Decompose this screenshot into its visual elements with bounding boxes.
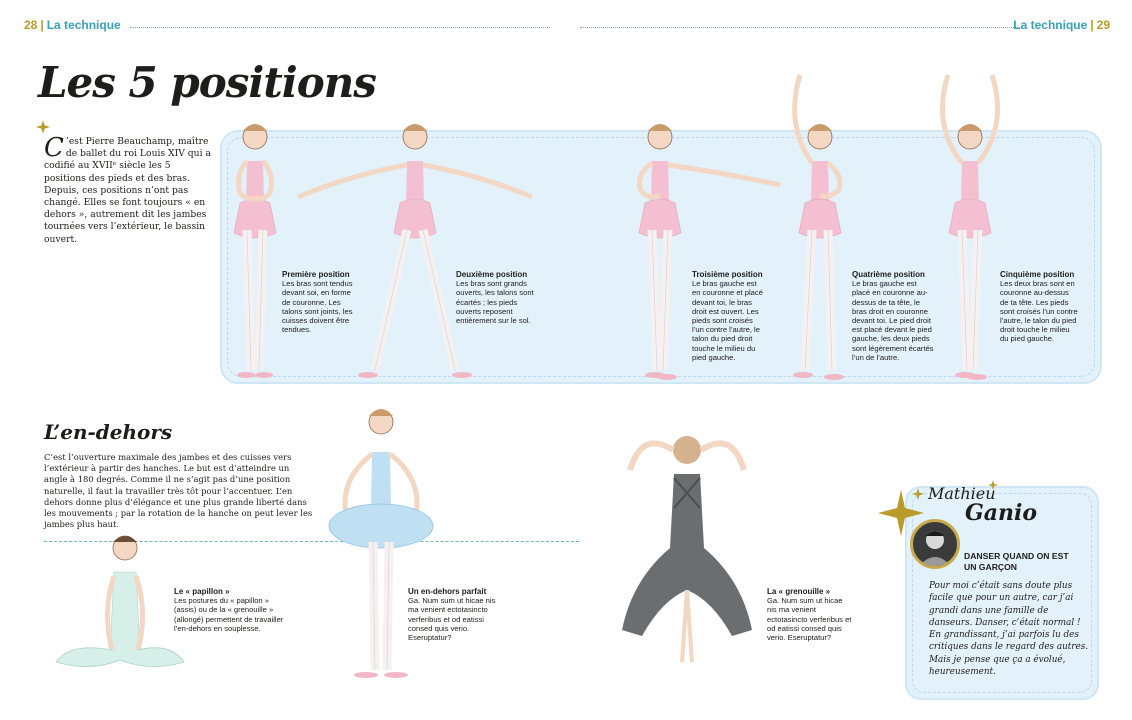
page-number-left: 28 bbox=[24, 18, 38, 32]
section-name-right: La technique bbox=[1013, 18, 1088, 32]
page-title: Les 5 positions bbox=[38, 58, 376, 107]
position-title: Quatrième position bbox=[852, 270, 925, 279]
caption-text: Ga. Num sum ut hicae nis ma venient ectotasincto verferibus et od eatissi consed quis verio. Eseruptatur? bbox=[408, 596, 496, 643]
mathieu-last-name: Ganio bbox=[965, 500, 1038, 526]
dancer-frog-illustration bbox=[612, 430, 762, 680]
dotted-rule-right bbox=[580, 27, 1020, 28]
caption-title: La « grenouille » bbox=[767, 587, 831, 596]
avatar bbox=[910, 519, 960, 569]
caption-title: Le « papillon » bbox=[174, 587, 230, 596]
caption-papillon bbox=[174, 587, 284, 633]
position-title: Première position bbox=[282, 270, 350, 279]
position-text: Le bras gauche est placé en couronne au-dessus de ta tête, le bras droit en couronne devant toi. Le pied droit est placé devant le pied gauche, les deux pieds sont légèrement écartés l’un de l’autre. bbox=[852, 279, 934, 362]
sparkle-icon bbox=[36, 120, 50, 134]
portrait-icon bbox=[913, 522, 957, 566]
position-label-first bbox=[282, 270, 354, 334]
dancer-second-position-illustration bbox=[290, 115, 540, 385]
section-title-endehors: L’en-dehors bbox=[44, 420, 173, 444]
intro-text: ’est Pierre Beauchamp, maître de ballet du roi Louis XIV qui a codifié au XVIIᵉ siècle les 5 positions des pieds et des bras. Depuis, ces positions n’ont pas changé. Elles se font toujours « en dehors », autrement dit les jambes tournées vers l’extérieur, le bassin ouvert. bbox=[44, 136, 211, 245]
running-head-right bbox=[1013, 18, 1110, 32]
running-head-left bbox=[24, 18, 121, 32]
caption-text: Les postures du « papillon » (assis) ou de la « grenouille » (allongé) permettent de travailler l’en-dehors en souplesse. bbox=[174, 596, 284, 633]
position-title: Cinquième position bbox=[1000, 270, 1075, 279]
sparkle-icon bbox=[912, 488, 924, 500]
position-text: Les deux bras sont en couronne au-dessus de ta tête. Les pieds sont croisés l’un contre l’autre, le talon du pied droit touche le milieu du pied gauche. bbox=[1000, 279, 1078, 344]
mathieu-subtitle: DANSER QUAND ON EST UN GARÇON bbox=[964, 551, 1069, 572]
position-label-fourth bbox=[852, 270, 934, 362]
section-name-left: La technique bbox=[46, 18, 121, 32]
position-label-fifth bbox=[1000, 270, 1078, 344]
caption-title: Un en-dehors parfait bbox=[408, 587, 487, 596]
mathieu-first-name: Mathieu bbox=[928, 484, 996, 503]
caption-text: Ga. Num sum ut hicae nis ma venient ectotasincto verferibus et od eatissi consed quis verio. Eseruptatur? bbox=[767, 596, 852, 643]
separator: | bbox=[40, 18, 44, 32]
dotted-rule-left bbox=[130, 27, 550, 28]
caption-grenouille bbox=[767, 587, 853, 642]
position-label-second bbox=[456, 270, 536, 325]
position-text: Le bras gauche est en couronne et placé devant toi, le bras droit est ouvert. Les pieds sont croisés l’un contre l’autre, le talon du pied droit touche le milieu du pied gauche. bbox=[692, 279, 763, 362]
position-title: Deuxième position bbox=[456, 270, 528, 279]
caption-parfait bbox=[408, 587, 508, 642]
dancer-first-position-illustration bbox=[220, 115, 290, 385]
page-number-right: 29 bbox=[1096, 18, 1110, 32]
position-text: Les bras sont grands ouverts, les talons sont écartés ; les pieds ouverts reposent entièrement sur le sol. bbox=[456, 279, 534, 326]
drop-cap: C bbox=[44, 133, 64, 163]
intro-paragraph bbox=[44, 133, 214, 246]
position-text: Les bras sont tendus devant soi, en forme de couronne. Les talons sont joints, les cuisses doivent être tendues. bbox=[282, 279, 353, 335]
position-title: Troisième position bbox=[692, 270, 763, 279]
endehors-body: C’est l’ouverture maximale des jambes et des cuisses vers l’extérieur à partir des hanches. Le but est d’atteindre un angle à 180 degrés. Comme il ne s’agit pas d’une position naturelle, il faut la travailler très tôt pour l’accentuer. L’en dehors donne plus d’élégance et une plus grande liberté dans les mouvements ; par la rotation de la hanche on peut lever les jambes plus haut. bbox=[44, 452, 313, 530]
position-label-third bbox=[692, 270, 764, 362]
dancer-butterfly-illustration bbox=[50, 532, 190, 682]
separator: | bbox=[1090, 18, 1094, 32]
mathieu-quote: Pour moi c’était sans doute plus facile que pour un autre, car j’ai grandi dans une famille de danseurs. Danser, c’était normal ! En grandissant, j’ai parfois lu des critiques dans le regard des autres. Mais je pense que ça a évolué, heureusement. bbox=[929, 581, 1089, 678]
